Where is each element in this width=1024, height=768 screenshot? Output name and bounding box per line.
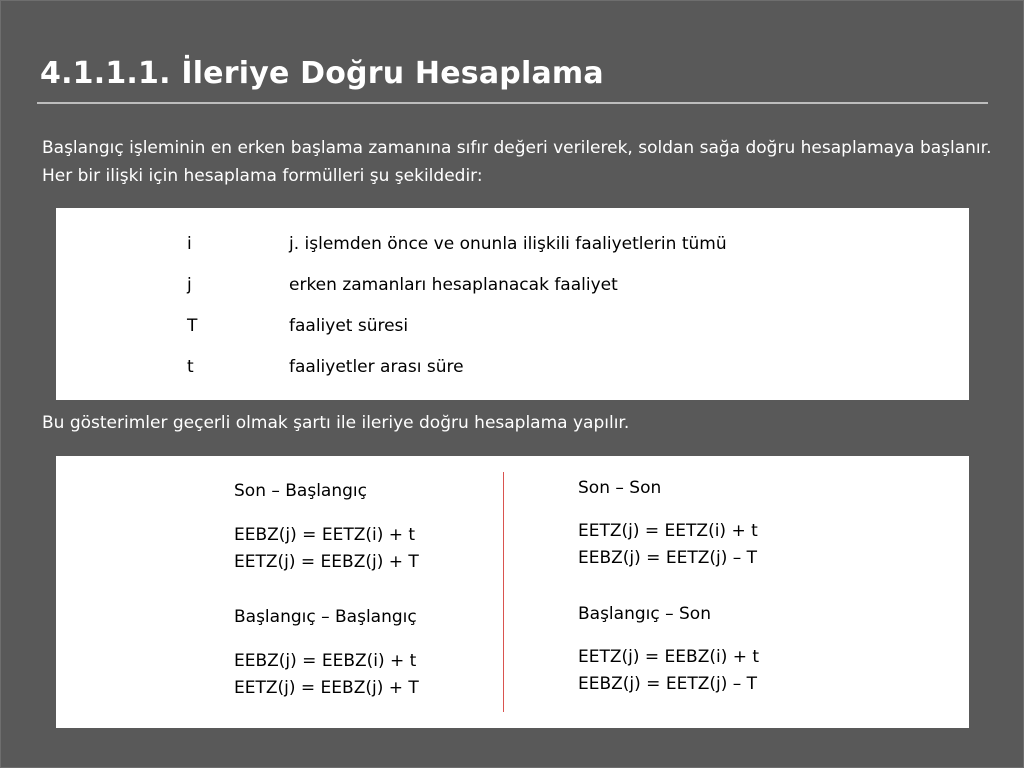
relation-heading-son-baslangic: Son – Başlangıç [234, 481, 367, 501]
relation-formulas-baslangic-son [578, 644, 759, 698]
definitions-panel [56, 208, 969, 400]
title-underline [37, 102, 988, 104]
definition-symbol: j [187, 275, 192, 295]
relation-heading-son-son: Son – Son [578, 478, 662, 498]
formula-line: EEBZ(j) = EETZ(j) – T [578, 674, 758, 694]
formula-line: EEBZ(j) = EEBZ(i) + t [234, 651, 417, 671]
relation-formulas-baslangic-baslangic [234, 648, 419, 702]
condition-text: Bu gösterimler geçerli olmak şartı ile ileriye doğru hesaplama yapılır. [42, 413, 630, 433]
slide-title: 4.1.1.1. İleriye Doğru Hesaplama [40, 56, 604, 91]
definition-symbol: T [187, 316, 198, 336]
intro-paragraph: Başlangıç işleminin en erken başlama zamanına sıfır değeri verilerek, soldan sağa doğru hesaplamaya başlanır. Her bir ilişki için hesaplama formülleri şu şekildedir: [42, 138, 992, 186]
formula-line: EETZ(j) = EEBZ(j) + T [234, 678, 419, 698]
formula-line: EEBZ(j) = EETZ(j) – T [578, 548, 758, 568]
definition-text: faaliyetler arası süre [289, 357, 464, 377]
definition-text: faaliyet süresi [289, 316, 409, 336]
formula-line: EETZ(j) = EEBZ(i) + t [578, 647, 760, 667]
definition-symbol: i [187, 234, 192, 254]
definition-text: erken zamanları hesaplanacak faaliyet [289, 275, 618, 295]
relation-formulas-son-baslangic [234, 522, 419, 576]
relation-heading-baslangic-baslangic: Başlangıç – Başlangıç [234, 607, 417, 627]
formula-line: EETZ(j) = EEBZ(j) + T [234, 552, 419, 572]
formula-line: EEBZ(j) = EETZ(i) + t [234, 525, 416, 545]
relation-heading-baslangic-son: Başlangıç – Son [578, 604, 711, 624]
relation-formulas-son-son [578, 518, 758, 572]
formula-line: EETZ(j) = EETZ(i) + t [578, 521, 758, 541]
definition-text: j. işlemden önce ve onunla ilişkili faaliyetlerin tümü [289, 234, 727, 254]
definition-symbol: t [187, 357, 194, 377]
relations-panel [56, 456, 969, 728]
column-divider [503, 472, 504, 712]
